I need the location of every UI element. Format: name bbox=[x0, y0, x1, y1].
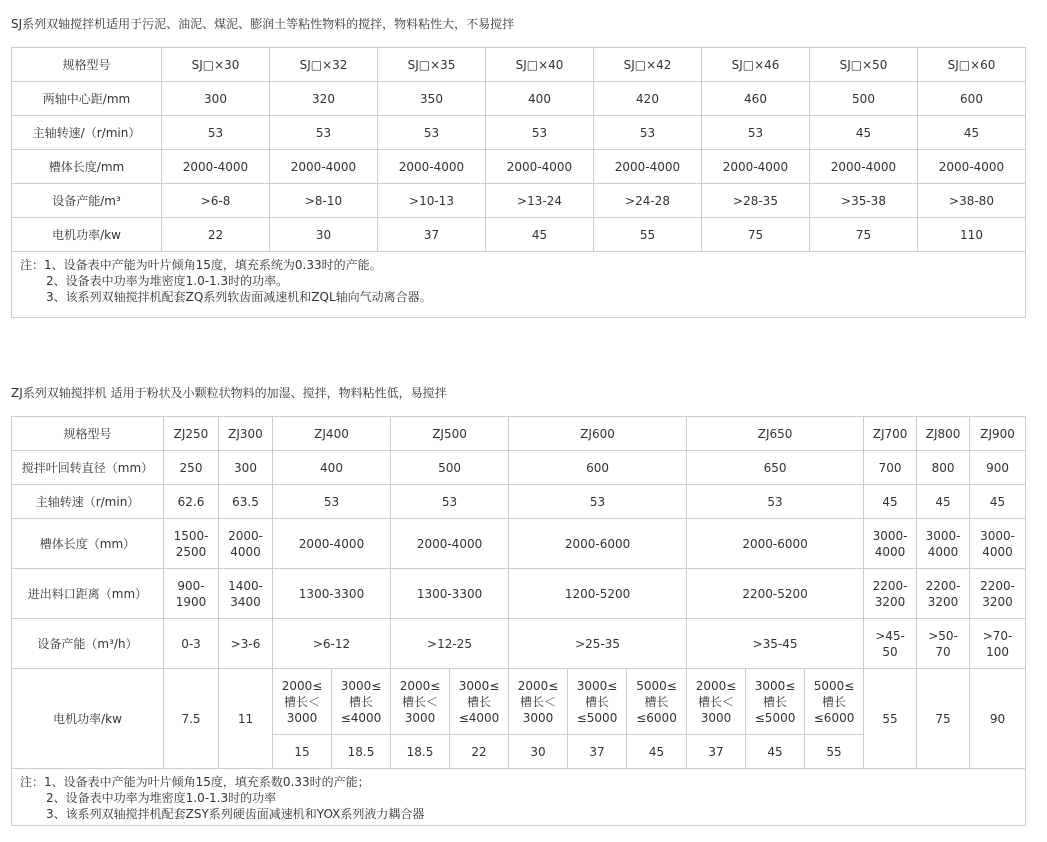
cell-line: 2000≤ bbox=[695, 678, 737, 693]
zj-row-trough-length bbox=[12, 519, 1026, 569]
cell-line: >70- bbox=[982, 628, 1013, 643]
table-cell: >13-24 bbox=[486, 184, 594, 218]
zj-caption: ZJ系列双轴搅拌机 适用于粉状及小颗粒状物料的加湿、搅拌，物料粘性低，易搅拌 bbox=[11, 386, 447, 400]
table-cell bbox=[917, 619, 970, 669]
table-cell: ZJ400 bbox=[273, 417, 391, 451]
cell-line: 2000-4000 bbox=[416, 536, 483, 551]
table-cell bbox=[164, 519, 219, 569]
table-cell: 30 bbox=[270, 218, 378, 252]
table-cell bbox=[864, 619, 917, 669]
table-cell: 11 bbox=[219, 669, 273, 769]
table-cell: 350 bbox=[378, 82, 486, 116]
row-label: 主轴转速（r/min） bbox=[12, 485, 164, 519]
row-label: 两轴中心距/mm bbox=[12, 82, 162, 116]
cell-line: 3200 bbox=[982, 594, 1013, 609]
table-cell: 63.5 bbox=[219, 485, 273, 519]
row-label: 搅拌叶回转直径（mm） bbox=[12, 451, 164, 485]
power-value-cell: 45 bbox=[746, 735, 805, 769]
sj-row-capacity bbox=[12, 184, 1026, 218]
cell-line: >12-25 bbox=[427, 636, 472, 651]
table-cell bbox=[164, 619, 219, 669]
table-cell: 2000-4000 bbox=[270, 150, 378, 184]
cell-line: 2500 bbox=[175, 544, 207, 559]
table-cell: >8-10 bbox=[270, 184, 378, 218]
cell-line: >25-35 bbox=[575, 636, 620, 651]
cell-line: 50 bbox=[882, 644, 898, 659]
sj-row-model bbox=[12, 48, 1026, 82]
row-label: 槽体长度/mm bbox=[12, 150, 162, 184]
table-cell: >28-35 bbox=[702, 184, 810, 218]
note-line: 2、设备表中功率为堆密度1.0-1.3时的功率 bbox=[46, 791, 277, 805]
table-cell: 53 bbox=[702, 116, 810, 150]
table-cell: 600 bbox=[509, 451, 687, 485]
table-cell: SJ□×32 bbox=[270, 48, 378, 82]
power-condition-cell bbox=[568, 669, 627, 735]
table-cell: ZJ900 bbox=[970, 417, 1026, 451]
cell-line: 3000≤ bbox=[340, 678, 382, 693]
table-cell bbox=[864, 569, 917, 619]
cell-line: 1200-5200 bbox=[564, 586, 631, 601]
table-cell: 2000-4000 bbox=[810, 150, 918, 184]
cell-line: 3000 bbox=[522, 710, 554, 725]
cell-line: 2000-6000 bbox=[742, 536, 808, 551]
table-cell: 650 bbox=[687, 451, 864, 485]
cell-line: >6-12 bbox=[312, 636, 351, 651]
cell-line: 2000≤ bbox=[281, 678, 323, 693]
note-line: 3、该系列双轴搅拌机配套ZQ系列软齿面减速机和ZQL轴向气动离合器。 bbox=[46, 290, 432, 304]
table-cell: >24-28 bbox=[594, 184, 702, 218]
power-value-cell: 15 bbox=[273, 735, 332, 769]
table-cell: 420 bbox=[594, 82, 702, 116]
table-cell: 7.5 bbox=[164, 669, 219, 769]
table-cell: 75 bbox=[702, 218, 810, 252]
table-cell: 53 bbox=[391, 485, 509, 519]
power-value-cell: 22 bbox=[450, 735, 509, 769]
cell-line: ≤5000 bbox=[754, 710, 796, 725]
sj-caption: SJ系列双轴搅拌机适用于污泥、油泥、煤泥、膨润土等粘性物料的搅拌，物料粘性大，不易搅拌 bbox=[11, 17, 515, 31]
cell-line: 3200 bbox=[927, 594, 959, 609]
cell-line: 4000 bbox=[230, 544, 261, 559]
cell-line: 槽长 bbox=[349, 694, 374, 709]
table-cell bbox=[509, 519, 687, 569]
cell-line: 槽长 bbox=[644, 694, 669, 709]
table-cell: 400 bbox=[486, 82, 594, 116]
cell-line: 槽长 bbox=[822, 694, 847, 709]
table-cell bbox=[687, 569, 864, 619]
sj-notes bbox=[12, 252, 1026, 318]
cell-line: 2000≤ bbox=[517, 678, 559, 693]
cell-line: 3000≤ bbox=[576, 678, 618, 693]
cell-line: 70 bbox=[935, 644, 951, 659]
table-cell: ZJ250 bbox=[164, 417, 219, 451]
cell-line: 4000 bbox=[982, 544, 1013, 559]
power-condition-cell bbox=[746, 669, 805, 735]
zj-row-port-distance bbox=[12, 569, 1026, 619]
table-cell: ZJ650 bbox=[687, 417, 864, 451]
table-cell bbox=[509, 619, 687, 669]
power-condition-cell bbox=[450, 669, 509, 735]
table-cell bbox=[917, 519, 970, 569]
table-cell: ZJ300 bbox=[219, 417, 273, 451]
table-cell bbox=[917, 569, 970, 619]
table-cell: 75 bbox=[810, 218, 918, 252]
cell-line: 3000 bbox=[700, 710, 732, 725]
table-cell: 45 bbox=[917, 485, 970, 519]
power-value-cell: 45 bbox=[627, 735, 687, 769]
table-cell: 45 bbox=[970, 485, 1026, 519]
table-cell: 55 bbox=[594, 218, 702, 252]
row-label: 进出料口距离（mm） bbox=[12, 569, 164, 619]
power-value-cell: 18.5 bbox=[332, 735, 391, 769]
zj-notes bbox=[12, 769, 1026, 826]
cell-line: 2200-5200 bbox=[742, 586, 808, 601]
cell-line: ≤4000 bbox=[458, 710, 500, 725]
cell-line: 2000≤ bbox=[399, 678, 441, 693]
table-cell: 45 bbox=[918, 116, 1026, 150]
table-cell: 2000-4000 bbox=[594, 150, 702, 184]
cell-line: >50- bbox=[928, 628, 958, 643]
power-value-cell: 37 bbox=[687, 735, 746, 769]
table-cell: 45 bbox=[864, 485, 917, 519]
row-label: 设备产能（m³/h） bbox=[12, 619, 164, 669]
table-cell: 300 bbox=[219, 451, 273, 485]
cell-line: 3000 bbox=[286, 710, 318, 725]
table-cell bbox=[219, 569, 273, 619]
sj-row-power bbox=[12, 218, 1026, 252]
cell-line: 3000≤ bbox=[754, 678, 796, 693]
cell-line: 槽长＜ bbox=[698, 694, 735, 709]
table-cell bbox=[273, 519, 391, 569]
power-value-cell: 30 bbox=[509, 735, 568, 769]
sj-notes-row bbox=[12, 252, 1026, 318]
table-cell: 2000-4000 bbox=[378, 150, 486, 184]
table-cell: 500 bbox=[810, 82, 918, 116]
zj-spec-table bbox=[11, 416, 1026, 826]
cell-line: 3400 bbox=[230, 594, 261, 609]
cell-line: 4000 bbox=[874, 544, 906, 559]
cell-line: 槽长 bbox=[763, 694, 788, 709]
table-cell bbox=[273, 619, 391, 669]
table-cell bbox=[687, 619, 864, 669]
table-cell: 2000-4000 bbox=[702, 150, 810, 184]
table-cell: 320 bbox=[270, 82, 378, 116]
table-cell: ZJ700 bbox=[864, 417, 917, 451]
table-cell bbox=[970, 569, 1026, 619]
cell-line: 2200- bbox=[980, 578, 1015, 593]
table-cell: >6-8 bbox=[162, 184, 270, 218]
table-cell: 53 bbox=[270, 116, 378, 150]
note-line: 注：1、设备表中产能为叶片倾角15度，填充系统为0.33时的产能。 bbox=[20, 258, 382, 272]
table-cell: 53 bbox=[509, 485, 687, 519]
cell-line: 1400- bbox=[228, 578, 263, 593]
table-cell: SJ□×42 bbox=[594, 48, 702, 82]
table-cell: 62.6 bbox=[164, 485, 219, 519]
row-label: 规格型号 bbox=[12, 417, 164, 451]
table-cell: 250 bbox=[164, 451, 219, 485]
cell-line: 5000≤ bbox=[636, 678, 677, 693]
note-line: 注：1、设备表中产能为叶片倾角15度，填充系数0.33时的产能； bbox=[20, 775, 370, 789]
cell-line: 4000 bbox=[927, 544, 959, 559]
cell-line: >45- bbox=[875, 628, 905, 643]
cell-line: 槽长 bbox=[585, 694, 610, 709]
table-cell: SJ□×50 bbox=[810, 48, 918, 82]
table-cell: ZJ500 bbox=[391, 417, 509, 451]
table-cell: >38-80 bbox=[918, 184, 1026, 218]
table-cell: 700 bbox=[864, 451, 917, 485]
table-cell: 2000-4000 bbox=[162, 150, 270, 184]
table-cell: >10-13 bbox=[378, 184, 486, 218]
note-line: 2、设备表中功率为堆密度1.0-1.3时的功率。 bbox=[46, 274, 289, 288]
cell-line: 3000- bbox=[872, 528, 908, 543]
table-cell: 2000-4000 bbox=[486, 150, 594, 184]
zj-row-power bbox=[12, 669, 1026, 735]
power-condition-cell bbox=[687, 669, 746, 735]
table-cell bbox=[164, 569, 219, 619]
table-cell bbox=[219, 519, 273, 569]
table-cell: 53 bbox=[162, 116, 270, 150]
cell-line: 5000≤ bbox=[813, 678, 855, 693]
cell-line: ≤4000 bbox=[340, 710, 382, 725]
power-condition-cell bbox=[391, 669, 450, 735]
cell-line: 2000-6000 bbox=[564, 536, 631, 551]
table-cell: 2000-4000 bbox=[918, 150, 1026, 184]
zj-notes-row bbox=[12, 769, 1026, 826]
table-cell: >35-38 bbox=[810, 184, 918, 218]
table-cell bbox=[219, 619, 273, 669]
table-cell bbox=[391, 569, 509, 619]
table-cell: 53 bbox=[687, 485, 864, 519]
table-cell: 45 bbox=[810, 116, 918, 150]
table-cell: 53 bbox=[378, 116, 486, 150]
power-condition-cell bbox=[805, 669, 864, 735]
table-cell: ZJ600 bbox=[509, 417, 687, 451]
table-cell: 55 bbox=[864, 669, 917, 769]
table-cell: 22 bbox=[162, 218, 270, 252]
row-label: 电机功率/kw bbox=[12, 218, 162, 252]
power-condition-cell bbox=[627, 669, 687, 735]
cell-line: 2200- bbox=[872, 578, 908, 593]
cell-line: ≤6000 bbox=[813, 710, 855, 725]
table-cell: 400 bbox=[273, 451, 391, 485]
row-label: 设备产能/m³ bbox=[12, 184, 162, 218]
cell-line: 1300-3300 bbox=[416, 586, 483, 601]
cell-line: 槽长＜ bbox=[402, 694, 439, 709]
table-cell bbox=[687, 519, 864, 569]
cell-line: >35-45 bbox=[752, 636, 798, 651]
cell-line: 0-3 bbox=[181, 636, 201, 651]
row-label: 主轴转速/（r/min） bbox=[12, 116, 162, 150]
zj-row-model bbox=[12, 417, 1026, 451]
table-cell: SJ□×35 bbox=[378, 48, 486, 82]
cell-line: 900- bbox=[177, 578, 205, 593]
power-value-cell: 55 bbox=[805, 735, 864, 769]
zj-row-capacity bbox=[12, 619, 1026, 669]
table-cell: 90 bbox=[970, 669, 1026, 769]
power-value-cell: 18.5 bbox=[391, 735, 450, 769]
table-cell: 110 bbox=[918, 218, 1026, 252]
power-condition-cell bbox=[332, 669, 391, 735]
cell-line: 3000≤ bbox=[458, 678, 500, 693]
table-cell: 900 bbox=[970, 451, 1026, 485]
row-label: 规格型号 bbox=[12, 48, 162, 82]
table-cell bbox=[509, 569, 687, 619]
cell-line: 3000- bbox=[925, 528, 961, 543]
cell-line: 1300-3300 bbox=[298, 586, 365, 601]
table-cell: 45 bbox=[486, 218, 594, 252]
sj-spec-table bbox=[11, 47, 1026, 318]
table-cell bbox=[970, 619, 1026, 669]
table-cell: 75 bbox=[917, 669, 970, 769]
cell-line: 2000- bbox=[228, 528, 263, 543]
table-cell bbox=[391, 519, 509, 569]
row-label: 槽体长度（mm） bbox=[12, 519, 164, 569]
cell-line: 3000- bbox=[980, 528, 1015, 543]
cell-line: >3-6 bbox=[230, 636, 261, 651]
table-cell: 53 bbox=[273, 485, 391, 519]
cell-line: ≤6000 bbox=[636, 710, 677, 725]
table-cell: SJ□×40 bbox=[486, 48, 594, 82]
table-cell: 460 bbox=[702, 82, 810, 116]
table-cell bbox=[273, 569, 391, 619]
cell-line: ≤5000 bbox=[576, 710, 618, 725]
cell-line: 2200- bbox=[925, 578, 961, 593]
table-cell: SJ□×30 bbox=[162, 48, 270, 82]
cell-line: 3000 bbox=[404, 710, 436, 725]
cell-line: 槽长＜ bbox=[283, 694, 320, 709]
sj-row-center-distance bbox=[12, 82, 1026, 116]
table-cell bbox=[391, 619, 509, 669]
cell-line: 100 bbox=[986, 644, 1010, 659]
note-line: 3、该系列双轴搅拌机配套ZSY系列硬齿面减速机和YOX系列液力耦合器 bbox=[46, 807, 425, 821]
table-cell: 37 bbox=[378, 218, 486, 252]
row-label: 电机功率/kw bbox=[12, 669, 164, 769]
cell-line: 1900 bbox=[175, 594, 207, 609]
sj-row-speed bbox=[12, 116, 1026, 150]
table-cell bbox=[970, 519, 1026, 569]
zj-row-diameter bbox=[12, 451, 1026, 485]
cell-line: 槽长 bbox=[467, 694, 492, 709]
table-cell: 800 bbox=[917, 451, 970, 485]
power-condition-cell bbox=[273, 669, 332, 735]
table-cell: 53 bbox=[594, 116, 702, 150]
cell-line: 槽长＜ bbox=[520, 694, 557, 709]
sj-row-trough-length bbox=[12, 150, 1026, 184]
table-cell: 500 bbox=[391, 451, 509, 485]
cell-line: 1500- bbox=[173, 528, 209, 543]
table-cell: SJ□×60 bbox=[918, 48, 1026, 82]
power-value-cell: 37 bbox=[568, 735, 627, 769]
zj-row-speed bbox=[12, 485, 1026, 519]
power-condition-cell bbox=[509, 669, 568, 735]
table-cell: 300 bbox=[162, 82, 270, 116]
cell-line: 3200 bbox=[874, 594, 906, 609]
table-cell bbox=[864, 519, 917, 569]
table-cell: 600 bbox=[918, 82, 1026, 116]
table-cell: SJ□×46 bbox=[702, 48, 810, 82]
table-cell: ZJ800 bbox=[917, 417, 970, 451]
table-cell: 53 bbox=[486, 116, 594, 150]
cell-line: 2000-4000 bbox=[298, 536, 365, 551]
